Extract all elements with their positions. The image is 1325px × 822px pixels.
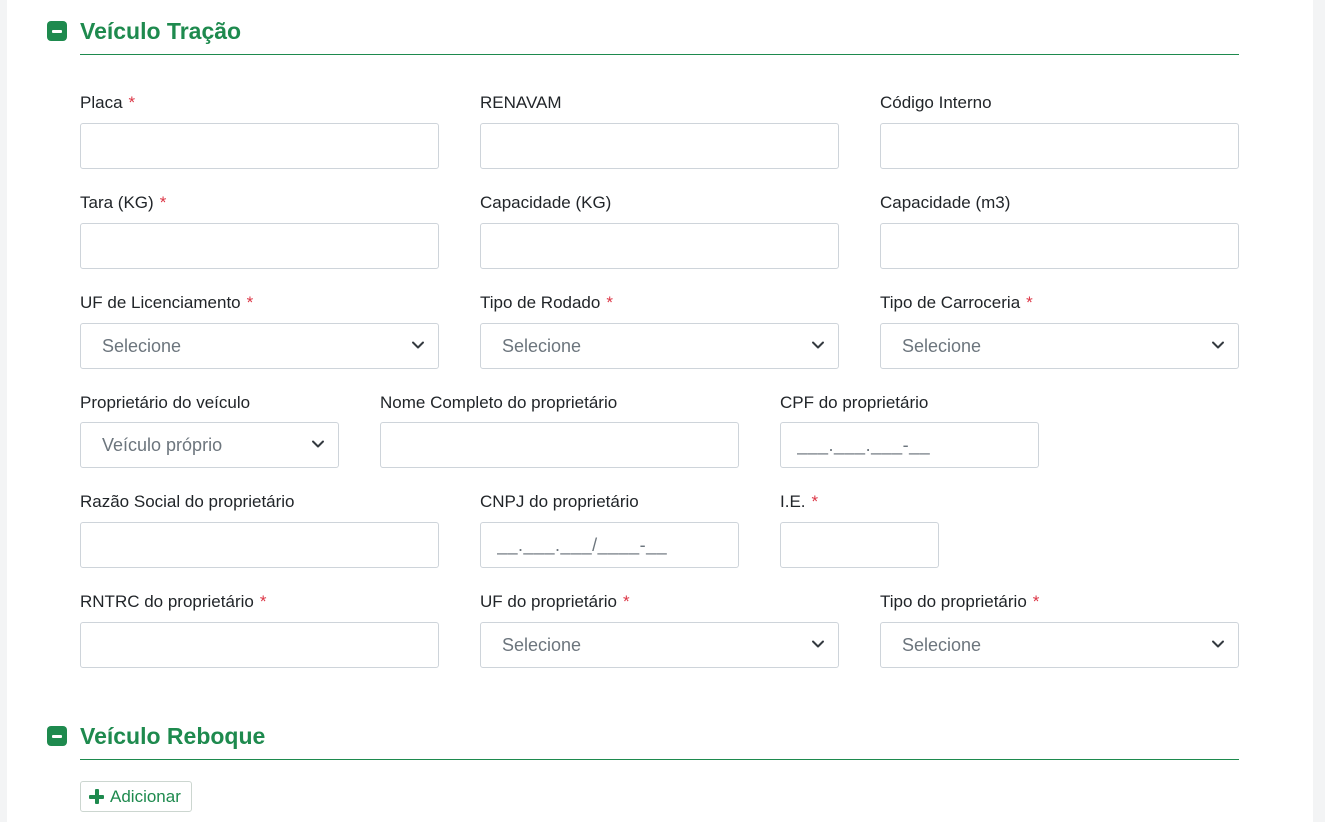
label-tipo-carroceria: Tipo de Carroceria * <box>880 293 1033 312</box>
uf-proprietario-select[interactable] <box>480 622 839 668</box>
select-value: Selecione <box>902 336 982 356</box>
cpf-proprietario-input[interactable] <box>780 422 1039 468</box>
cnpj-proprietario-input[interactable] <box>480 522 739 568</box>
label-uf-proprietario: UF do proprietário * <box>480 592 630 611</box>
required-asterisk: * <box>811 492 819 511</box>
label-tipo-rodado: Tipo de Rodado * <box>480 293 613 312</box>
chevron-down-icon <box>411 338 425 352</box>
label-rntrc-proprietario: RNTRC do proprietário * <box>80 592 267 611</box>
chevron-down-icon <box>1211 637 1225 651</box>
select-value: Selecione <box>502 635 582 655</box>
section-title-tracao: Veículo Tração <box>80 18 242 44</box>
label-capacidade-kg: Capacidade (KG) <box>480 193 612 212</box>
required-asterisk: * <box>1032 592 1040 611</box>
label-cnpj-proprietario: CNPJ do proprietário <box>480 492 639 511</box>
ie-input[interactable] <box>780 522 939 568</box>
codigo-interno-input[interactable] <box>880 123 1239 169</box>
renavam-input[interactable] <box>480 123 839 169</box>
collapse-minus-icon[interactable] <box>47 726 67 746</box>
label-placa: Placa * <box>80 93 136 112</box>
required-asterisk: * <box>259 592 267 611</box>
required-asterisk: * <box>623 592 630 611</box>
label-cpf-proprietario: CPF do proprietário <box>780 393 929 412</box>
label-nome-proprietario: Nome Completo do proprietário <box>380 393 618 412</box>
capacidade-m3-input[interactable] <box>880 223 1239 269</box>
tipo-rodado-select[interactable] <box>480 323 839 369</box>
section-divider <box>80 759 1239 760</box>
chevron-down-icon <box>811 338 825 352</box>
tipo-proprietario-select[interactable] <box>880 622 1239 668</box>
label-ie: I.E. * <box>780 492 819 511</box>
select-value: Selecione <box>902 635 982 655</box>
collapse-minus-icon[interactable] <box>47 21 67 41</box>
label-tipo-proprietario: Tipo do proprietário * <box>880 592 1040 611</box>
required-asterisk: * <box>246 293 254 312</box>
label-codigo-interno: Código Interno <box>880 93 992 112</box>
required-asterisk: * <box>606 293 613 312</box>
chevron-down-icon <box>1211 338 1225 352</box>
select-value: Selecione <box>102 336 182 356</box>
add-button-label: Adicionar <box>110 787 181 806</box>
capacidade-kg-input[interactable] <box>480 223 839 269</box>
tara-input[interactable] <box>80 223 439 269</box>
rntrc-proprietario-input[interactable] <box>80 622 439 668</box>
select-value: Veículo próprio <box>102 435 223 455</box>
placa-input[interactable] <box>80 123 439 169</box>
tipo-carroceria-select[interactable] <box>880 323 1239 369</box>
proprietario-veiculo-select[interactable] <box>80 422 339 468</box>
plus-icon <box>89 789 104 804</box>
label-tara: Tara (KG) * <box>80 193 167 212</box>
section-header-tracao <box>47 18 1239 77</box>
select-value: Selecione <box>502 336 582 356</box>
required-asterisk: * <box>1026 293 1033 312</box>
section-divider <box>80 54 1239 55</box>
required-asterisk: * <box>159 193 167 212</box>
nome-proprietario-input[interactable] <box>380 422 739 468</box>
chevron-down-icon <box>311 437 325 451</box>
label-uf-licenciamento: UF de Licenciamento * <box>80 293 254 312</box>
razao-social-input[interactable] <box>80 522 439 568</box>
section-header-reboque <box>47 723 1239 782</box>
add-reboque-button[interactable] <box>80 781 192 812</box>
chevron-down-icon <box>811 637 825 651</box>
required-asterisk: * <box>128 93 136 112</box>
label-razao-social: Razão Social do proprietário <box>80 492 295 511</box>
label-proprietario-veiculo: Proprietário do veículo <box>80 393 251 412</box>
label-capacidade-m3: Capacidade (m3) <box>880 193 1011 212</box>
label-renavam: RENAVAM <box>480 93 562 112</box>
section-title-reboque: Veículo Reboque <box>80 723 266 749</box>
uf-licenciamento-select[interactable] <box>80 323 439 369</box>
